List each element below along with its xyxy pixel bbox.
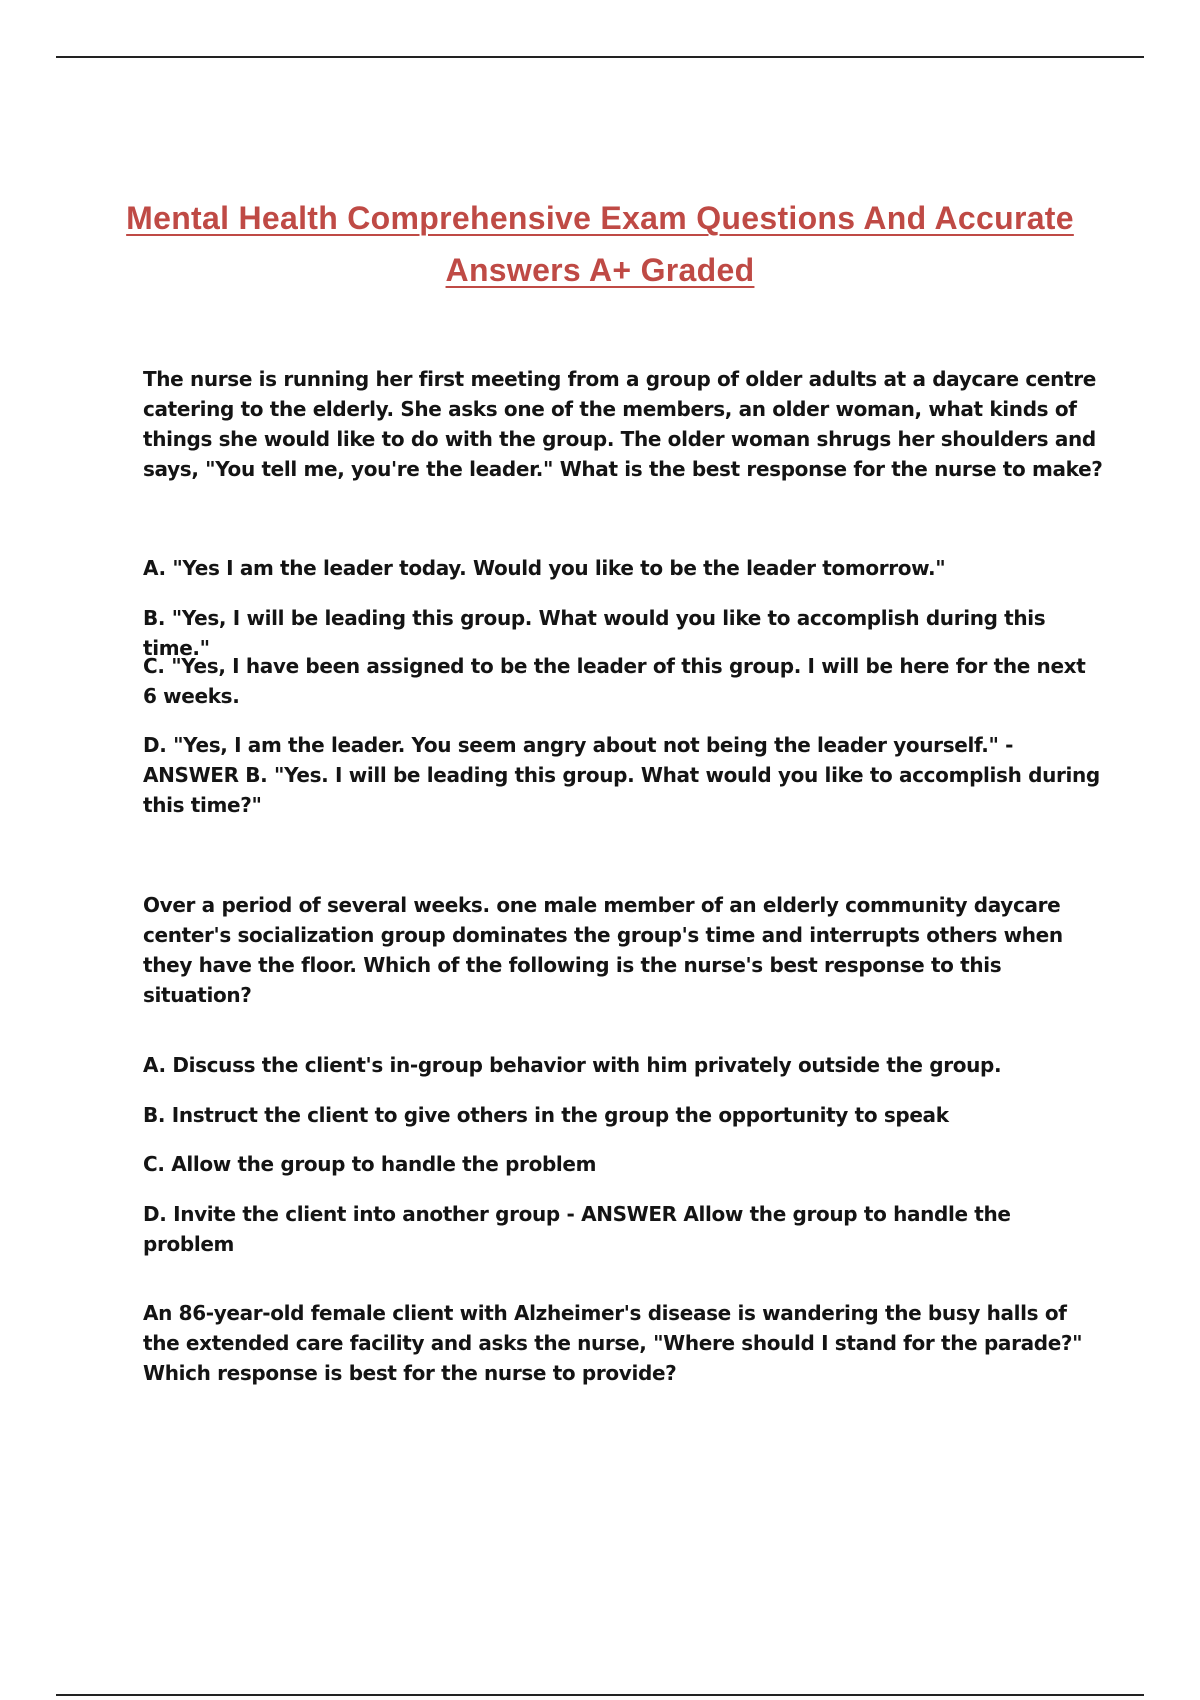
question-1-option-a: A. "Yes I am the leader today. Would you like to be the leader tomorrow." [143, 556, 946, 580]
header-rule [56, 56, 1144, 58]
question-2-option-b: B. Instruct the client to give others in the group the opportunity to speak [143, 1103, 949, 1127]
document-title: Mental Health Comprehensive Exam Questions And Accurate Answers A+ Graded [126, 200, 1074, 288]
question-2-option-c: C. Allow the group to handle the problem [143, 1152, 597, 1176]
question-3-stem: An 86-year-old female client with Alzheimer's disease is wandering the busy halls of the extended care facility and asks the nurse, "Where should I stand for the parade?" Which response is best for the nurse to provide? [143, 1301, 1083, 1385]
question-1-option-c: C. "Yes, I have been assigned to be the leader of this group. I will be here for the next 6 weeks. [143, 654, 1086, 708]
footer-rule [56, 1694, 1144, 1696]
question-2-option-d-answer: D. Invite the client into another group - ANSWER Allow the group to handle the problem [143, 1202, 1011, 1256]
question-2-stem: Over a period of several weeks. one male member of an elderly community daycare center's socialization group dominates the group's time and interrupts others when they have the floor. Which of the following is the nurse's best response to this situation? [143, 893, 1063, 1007]
question-1-stem: The nurse is running her first meeting from a group of older adults at a daycare centre catering to the elderly. She asks one of the members, an older woman, what kinds of things she would like to do with the group. The older woman shrugs her shoulders and says, "You tell me, you're the leader." What is the best response for the nurse to make? [143, 367, 1103, 481]
question-1-option-d-answer: D. "Yes, I am the leader. You seem angry about not being the leader yourself." - ANSWER B. "Yes. I will be leading this group. What would you like to accomplish during this time?" [143, 733, 1100, 817]
question-2-option-a: A. Discuss the client's in-group behavior with him privately outside the group. [143, 1053, 1002, 1077]
question-1-option-b: B. "Yes, I will be leading this group. What would you like to accomplish during this time." [143, 606, 1046, 660]
